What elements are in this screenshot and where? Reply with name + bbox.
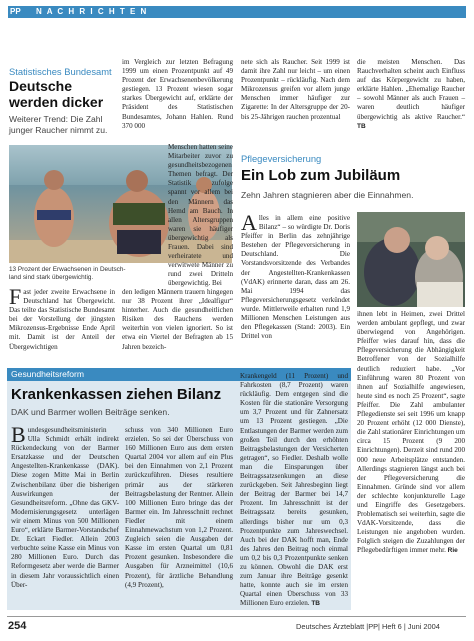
- article1-column2-wrap: [168, 143, 233, 288]
- footer-divider2: |: [378, 622, 380, 631]
- article1-column1: [9, 284, 115, 362]
- article3-col1-text: undesgesundheitsministerin Ulla Schmidt erhält indirekt Rückendeckung von der Barmer Ersatzkasse und der Deutschen Angestellten-Krankenkasse (DAK). Diese zogen Mitte Mai in Berlin Zwischenbilanz über die bisherigen Auswirkungen der Gesundheitsreform. „Ohne das GKV-Modernisierungsgesetz unterlägen wir einem Minus von 500 Millionen Euro“, erklärte Barmer-Vorstandschef Dr. Eckart Fiedler. Allein 2003 verbuchte seine Kasse ein Minus von 280 Millionen Euro. Durch das Reformgesetz aber werde die Barmer in diesem Jahr voraussichtlich einen Über-: [11, 426, 119, 589]
- footer-section: PP: [368, 622, 379, 631]
- article2-signature: Rie: [447, 547, 458, 555]
- article3-col2-text: schuss von 340 Millionen Euro erzielen. So sei der Überschuss von 160 Millionen Euro aus dem ersten Quartal 2004 vor allem auf ein Plus bei den Einnahmen von 2,1 Prozent zurückzuführen. Dieses resultiere primär aus der stärkeren Beitragsbelastung der Rentner. Allein 100 Millionen Euro bringe das der Barmer ein. Im Jahresschnitt rechnet Fiedler mit einem Einnahmewachstum von 1,2 Prozent. Zugleich seien die Ausgaben der Kasse im ersten Quartal um 0,81 Prozent gesunken. Insbesondere die Ausgaben für Arzneimittel (10,6 Prozent), für ärztliche Behandlung (4,9 Prozent),: [125, 426, 233, 589]
- article1-headline-line2: werden dicker: [9, 94, 104, 110]
- footer-journal: Deutsches Ärzteblatt: [296, 622, 365, 631]
- article3-column1: [11, 422, 119, 606]
- article1-col1-text: ast jeder zweite Erwachsene in Deutschland hat Übergewicht. Das teilte das Statistische Bundesamt bei der Vorstellung der jüngsten Mikrozensus-Ergebnisse Ende April mit. Damit ist der Anteil der Übergewichtigen: [9, 288, 115, 351]
- article3-kicker: Gesundheitsreform: [11, 369, 85, 379]
- footer-issue: Heft 6: [382, 622, 402, 631]
- article2-kicker: Pflegeversicherung: [241, 153, 322, 164]
- article1-signature: TB: [357, 122, 366, 130]
- article1-headline-line1: Deutsche: [9, 78, 73, 94]
- article3-column3: [240, 372, 348, 606]
- care-photo-illustration: [357, 212, 465, 307]
- article3-col3-text: Krankengeld (11 Prozent) und Fahrkosten (8,7 Prozent) waren rückläufig. Dem entgegen sind die Kosten für die stationäre Versorgung um 3,7 Prozent und für Zahnersatz um 13 Prozent gestiegen. „Die Entlastungen der Barmer werden zum großen Teil durch den erhöhten Beitragsbelastungen der Versicherten getragen“, so Fiedler. Deshalb wolle man die Einsparungen über Beitragssatzsenkungen an diese zurückgeben. Seit Jahresbeginn liegt der Beitrag der Barmer bei 14,7 Prozent. Im Jahresschnitt ist der Beitragssatz bereits gesunken, allerdings bisher nur um 0,3 Prozentpunkte zum Jahreswechsel. Auch bei der DAK hofft man, Ende des Jahres den Beitrag noch einmal um 0,2 bis 0,3 Prozentpunkte senken zu können. Obwohl die DAK erst zum Januar ihre Beiträge gesenkt hatte, konnte auch sie im ersten Quartal einen Überschuss von 33 Millionen Euro erzielen.: [240, 372, 348, 608]
- article2-column-left: [241, 210, 350, 372]
- caption-line1: 13 Prozent der Erwachsenen in Deutsch-: [9, 266, 126, 273]
- footer-divider: |: [366, 622, 369, 631]
- article1-column4: [357, 58, 465, 141]
- footer-divider3: |: [403, 622, 406, 631]
- article2-photo-care: [357, 212, 465, 307]
- article1-col2-bottom-text: den ledigen Männern trauern hingegen nur 38 Prozent ihrer „Idealfigur“ hinterher. Auch die gesundheitlichen Risiken des Rauchens werden weiterhin von vielen ignoriert. So ist etwa ein Viertel der Befragten ab 15 Jahren bezeich-: [122, 288, 233, 351]
- article1-column3: [241, 58, 350, 141]
- article2-col-left-text: lles in allem eine positive Bilanz“ – so würdigte Dr. Doris Pfeiffer in Berlin das zehnjährige Bestehen der Pflegeversicherung in Deutschland. Die Vorstandsvorsitzende des Verbandes der Angestellten-Krankenkassen (VdAK) erinnerte daran, dass am 26. Mai 1994 das Pflegeversicherungsgesetz verkündet wurde. Mittlerweile erhalten rund 1,9 Millionen Menschen Leistungen aus den Pflegekassen (Stand: 2003). Ein Drittel von: [241, 214, 350, 341]
- article1-column2-top: [122, 58, 233, 141]
- section-tag: PP: [10, 7, 21, 16]
- article3-headline: Krankenkassen ziehen Bilanz: [11, 386, 222, 403]
- article1-col2-top-text: im Vergleich zur letzten Befragung 1999 um einen Prozentpunkt auf 49 Prozent der Erwachsenenbevölkerung gestiegen. 13 Prozent wiesen sogar starkes Übergewicht auf, erklärte der Präsident des Statistischen Bundesamtes, Johann Hahlen. Rund 370 000: [122, 58, 233, 130]
- article3-subhead: DAK und Barmer wollen Beiträge senken.: [11, 407, 170, 417]
- page-number: 254: [8, 620, 27, 632]
- article1-col2-wrap-text: Menschen hatten seine Mitarbeiter zuvor zu gesundheitsbezogenen Themen befragt. Der Statistik zufolge spannt vor allem bei den Männern das Hemd am Bauch. In allen Altersgruppen waren sie häufiger übergewichtig als Frauen. Dabei sind verheiratete und verwitwete Männer zu rund zwei Dritteln übergewichtig. Bei: [168, 143, 233, 288]
- article1-kicker: Statistisches Bundesamt: [9, 66, 112, 77]
- article1-subhead: [9, 114, 107, 136]
- footer-date: Juni 2004: [407, 622, 440, 631]
- article1-headline: [9, 78, 103, 110]
- article3-dropcap: B: [11, 422, 26, 447]
- footer-citation: [296, 622, 440, 632]
- article1-col4-text: die meisten Menschen. Das Rauchverhalten scheint auch Einfluss auf das Körpergewicht zu haben, erklärte Hahlen. „Ehemalige Raucher – sowohl Männer als auch Frauen – waren deutlich häufiger übergewichtig als aktive Raucher.“: [357, 58, 465, 121]
- article2-headline: Ein Lob zum Jubiläum: [241, 167, 401, 184]
- article2-col-right-text: ihnen lebt in Heimen, zwei Drittel werden ambulant gepflegt, und zwar überwiegend von Angehörigen. Pfeiffer wies darauf hin, dass die Pflegeversicherung die Abhängigkeit Betroffener von der Sozialhilfe deutlich reduziert habe. „Vor Einführung waren 80 Prozent von ihnen auf Sozialhilfe angewiesen, heute sind es noch 25 Prozent“, sagte Pfeiffer. Die Zahl ambulanter Pflegedienste sei seit 1996 um knapp 20 Prozent erhöht (12 000 Dienste), die Zahl stationärer Einrichtungen um circa 15 Prozent (9 200 Einrichtungen). Derzeit sind rund 200 000 neue Arbeitsplätze entstanden. Allerdings stagnieren längst auch bei der Pflegeversicherung die Einnahmen. Gründe sind vor allem der schlechte konjunkturelle Lage und Eingriffe des Gesetzgebers. Problematisch sei weiterhin, sagte die VdAK-Vorsitzende, dass die Leistungen nie angehoben wurden. Folglich steigen die Zuzahlungen der Pflegebedürftigen immer mehr.: [357, 310, 465, 555]
- article3-signature: TB: [311, 600, 320, 608]
- article1-column2-bottom: [122, 288, 233, 362]
- section-label: N A C H R I C H T E N: [36, 7, 148, 16]
- article1-subhead-line2: junger Raucher nimmt zu.: [9, 125, 108, 135]
- article1-subhead-line1: Weiterer Trend: Die Zahl: [9, 114, 103, 124]
- footer-rule: [7, 616, 466, 617]
- caption-line2: land sind stark übergewichtig.: [9, 274, 94, 281]
- article2-subhead: Zehn Jahren stagnieren aber die Einnahmen.: [241, 190, 414, 200]
- article2-column-right: [357, 310, 465, 606]
- article1-dropcap: F: [9, 284, 22, 309]
- article2-dropcap: A: [241, 210, 257, 235]
- article3-column2: [125, 426, 233, 606]
- article1-col3-text: nete sich als Raucher. Seit 1999 ist damit ihre Zahl nur leicht – um einen Prozentpunkt – rückläufig. Nach dem Mikrozensus greifen vor allem junge Menschen immer häufiger zur Zigarette: In der Altersgruppe der 20- bis 25-Jährigen rauchen prozentual: [241, 58, 350, 121]
